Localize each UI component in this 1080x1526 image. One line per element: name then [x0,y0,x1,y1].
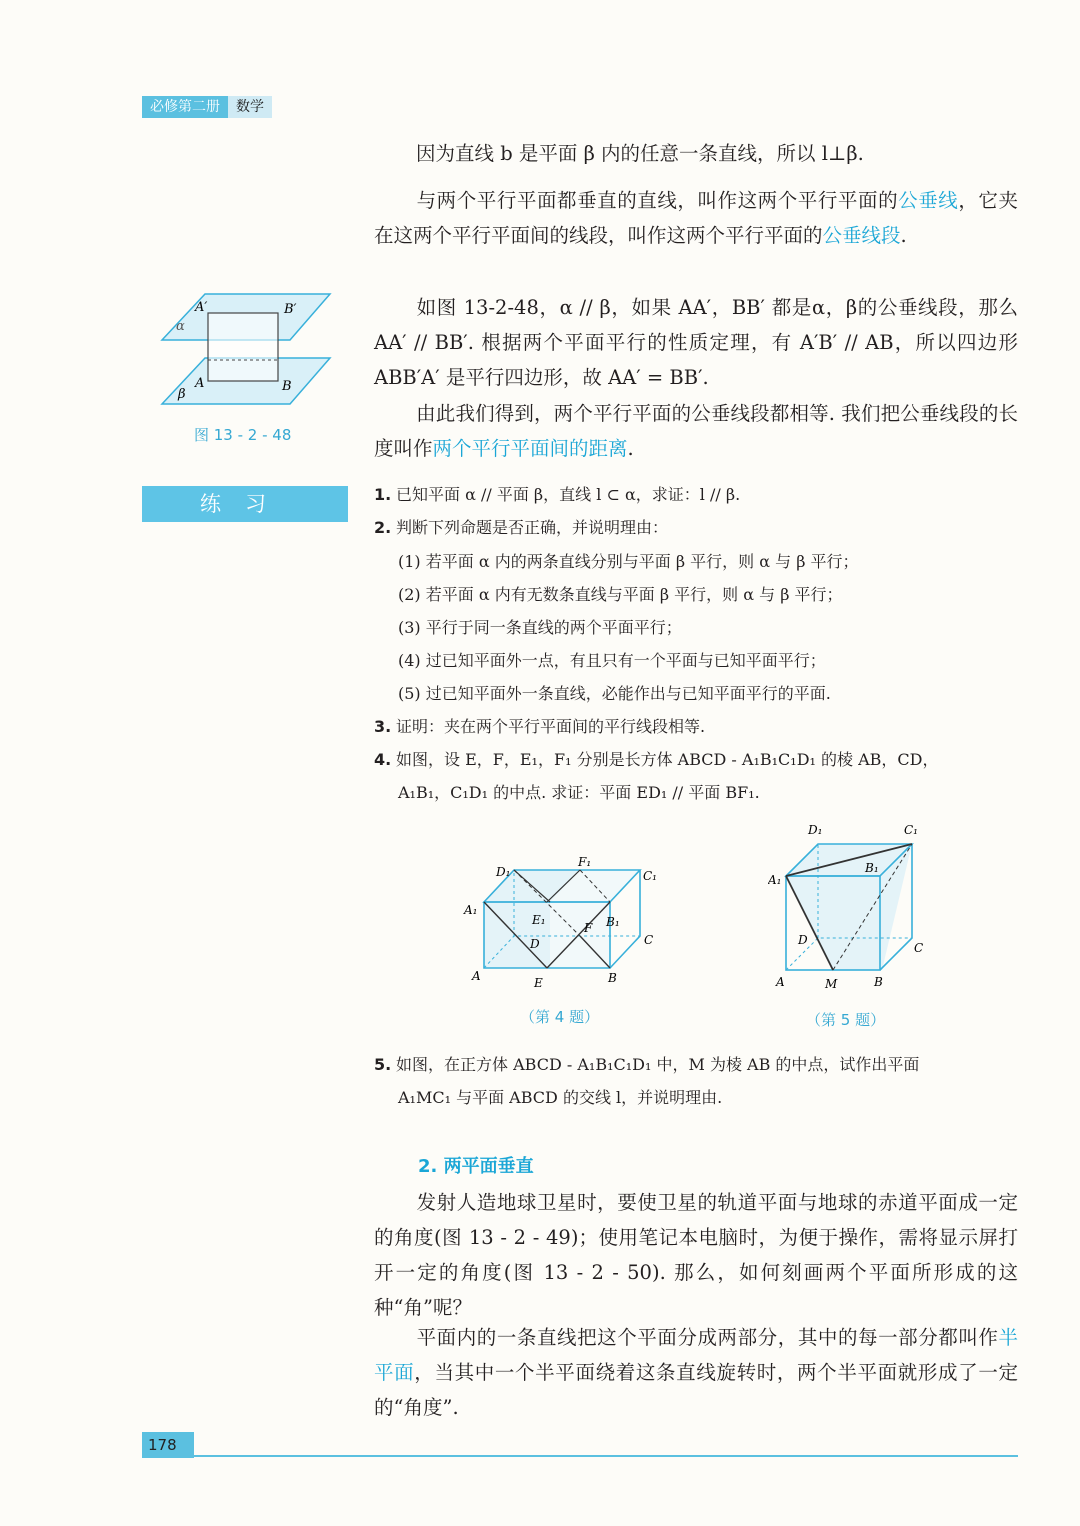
label-B: B [282,379,292,394]
paragraph-4: 由此我们得到，两个平行平面的公垂线段都相等. 我们把公垂线段的长度叫作两个平行平面间的距离. [374,402,1018,460]
fig5-label-C: C [914,941,924,955]
fig5-label-C1: C₁ [904,823,918,837]
subject-title: 数学 [228,96,272,118]
figure-exercise-5-caption: （第 5 题） [806,1011,886,1029]
fig5-label-A: A [776,975,785,989]
exercise-5: 5. 如图，在正方体 ABCD - A₁B₁C₁D₁ 中，M 为棱 AB 的中点，试作出平面 [374,1055,920,1074]
fig4-label-B: B [608,971,617,985]
exercise-1: 1. 已知平面 α // 平面 β，直线 l ⊂ α，求证：l // β. [374,485,741,504]
exercise-banner: 练习 [142,486,348,522]
fig4-label-F1: F₁ [578,855,592,869]
section-2-paragraph-1: 发射人造地球卫星时，要使卫星的轨道平面与地球的赤道平面成一定的角度(图 13 - 2 - 49)；使用笔记本电脑时，为便于操作，需将显示屏打开一定的角度(图 13 - 2 - 50). 那么，如何刻画两个平面所形成的这种“角”呢？ [374,1191,1018,1319]
exercise-4: 4. 如图，设 E，F，E₁，F₁ 分别是长方体 ABCD - A₁B₁C₁D₁ 的棱 AB，CD， [374,750,939,769]
label-A-prime: A′ [195,300,208,315]
book-title: 必修第二册 [142,96,228,118]
term-plane-distance: 两个平行平面间的距离 [432,437,628,460]
figure-exercise-4-caption: （第 4 题） [520,1008,600,1026]
paragraph-3: 如图 13-2-48，α // β，如果 AA′，BB′ 都是α，β的公垂线段，那么 AA′ // BB′. 根据两个平面平行的性质定理，有 A′B′ // AB，所以四边形 ABB′A′ 是平行四边形，故 AA′ = BB′. [374,296,1018,389]
fig4-label-E: E [534,976,543,990]
page-number: 178 [142,1432,194,1458]
fig5-label-D1: D₁ [808,823,823,837]
exercise-2-4: (4) 过已知平面外一点，有且只有一个平面与已知平面平行； [398,651,826,670]
exercise-2-1: (1) 若平面 α 内的两条直线分别与平面 β 平行，则 α 与 β 平行； [398,552,859,571]
section-2-paragraph-2: 平面内的一条直线把这个平面分成两部分，其中的每一部分都叫作半平面，当其中一个半平面绕着这条直线旋转时，两个半平面就形成了一定的“角度”. [374,1326,1018,1419]
exercise-2-2: (2) 若平面 α 内有无数条直线与平面 β 平行，则 α 与 β 平行； [398,585,843,604]
fig4-label-F: F [584,921,593,935]
figure-exercise-4 [460,850,670,1000]
term-common-perpendicular-segment: 公垂线段 [822,224,901,247]
paragraph-2: 与两个平行平面都垂直的直线，叫作这两个平行平面的公垂线，它夹在这两个平行平面间的线段，叫作这两个平行平面的公垂线段. [374,189,1018,247]
figure-13-2-48-caption: 图 13 - 2 - 48 [194,426,292,444]
fig4-label-B1: B₁ [606,915,620,929]
exercise-3: 3. 证明：夹在两个平行平面间的平行线段相等. [374,717,706,736]
fig5-label-M: M [825,977,838,991]
fig4-label-C: C [644,933,654,947]
fig4-label-D1: D₁ [496,865,511,879]
exercise-4-cont: A₁B₁，C₁D₁ 的中点. 求证：平面 ED₁ // 平面 BF₁. [398,783,760,802]
label-A: A [195,376,205,391]
figure-exercise-5 [768,820,938,1000]
fig5-label-B1: B₁ [865,861,879,875]
book-header [142,96,272,118]
fig4-label-A1: A₁ [464,903,478,917]
exercise-2: 2. 判断下列命题是否正确，并说明理由： [374,518,669,537]
section-2-title: 2. 两平面垂直 [418,1156,534,1177]
label-alpha: α [176,319,185,334]
exercise-2-3: (3) 平行于同一条直线的两个平面平行； [398,618,682,637]
figure-13-2-48 [150,286,340,416]
fig4-label-A: A [472,969,481,983]
term-half-plane: 半平面 [374,1326,1018,1384]
fig4-label-C1: C₁ [643,869,657,883]
fig4-label-D: D [530,937,540,951]
exercise-5-cont: A₁MC₁ 与平面 ABCD 的交线 l，并说明理由. [398,1088,723,1107]
term-common-perpendicular: 公垂线 [898,189,959,212]
footer-rule [194,1455,1018,1457]
label-beta: β [178,387,186,402]
fig5-label-D: D [798,933,808,947]
fig4-label-E1: E₁ [532,913,546,927]
fig5-label-A1: A₁ [768,873,782,887]
paragraph-1: 因为直线 b 是平面 β 内的任意一条直线，所以 l⊥β. [416,142,864,165]
fig5-label-B: B [874,975,883,989]
label-B-prime: B′ [284,302,297,317]
exercise-2-5: (5) 过已知平面外一条直线，必能作出与已知平面平行的平面. [398,684,831,703]
